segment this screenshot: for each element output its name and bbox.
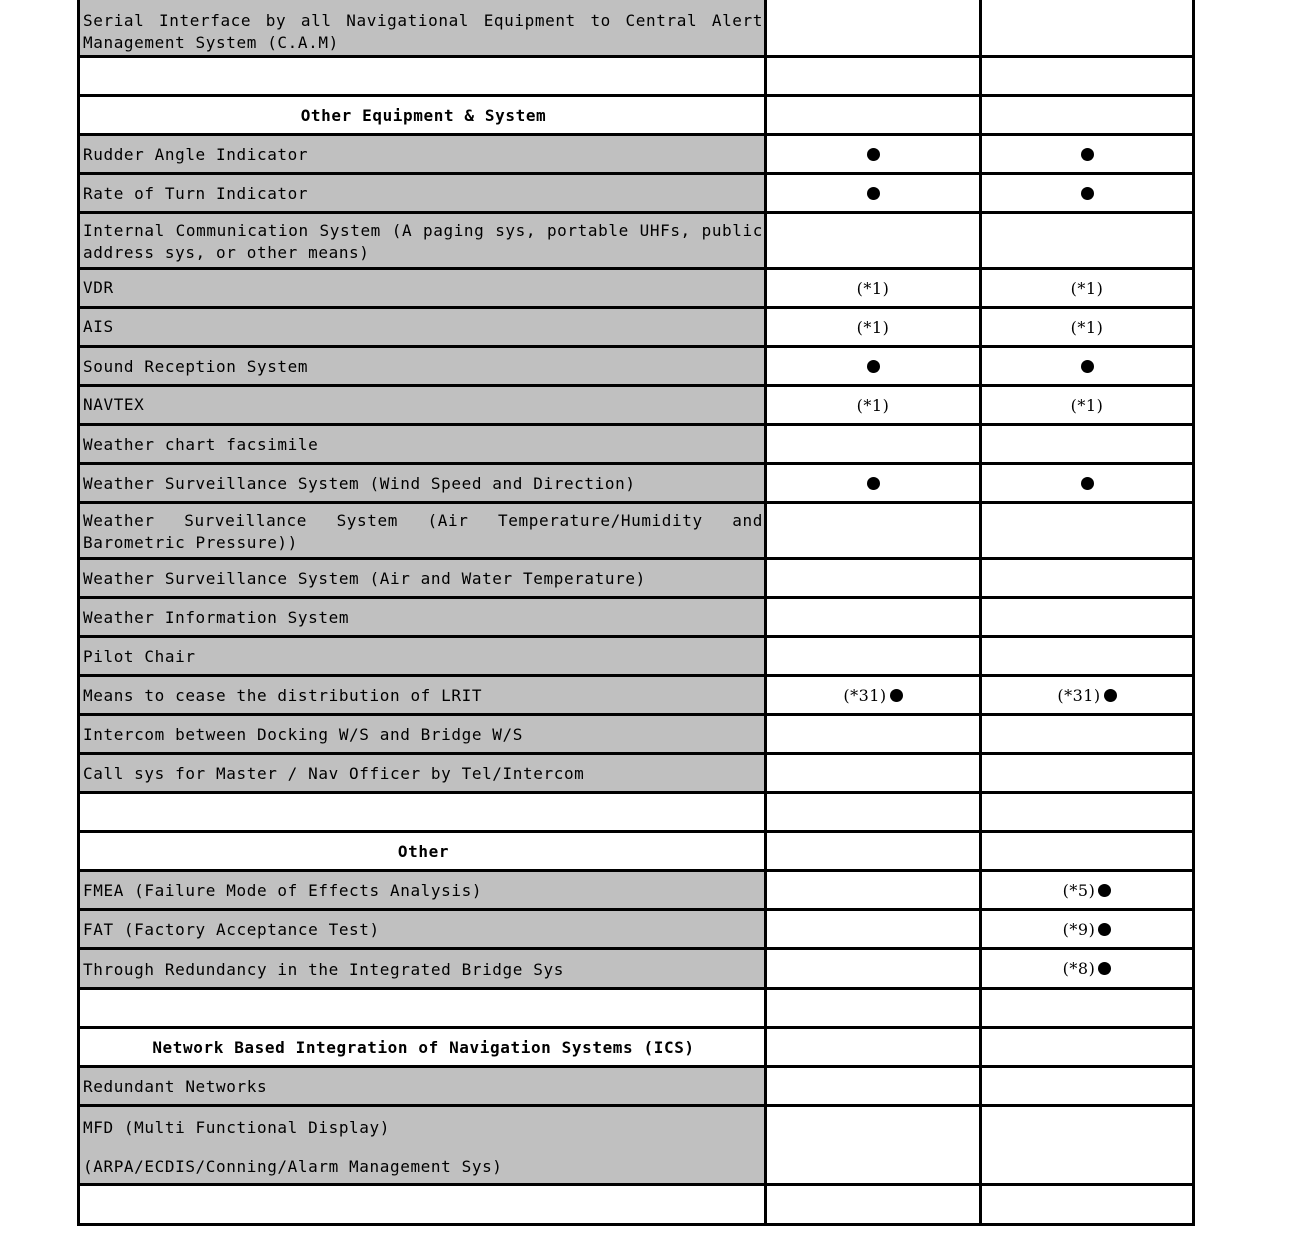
filled-dot-icon	[1081, 477, 1094, 490]
section-header-row	[80, 97, 1192, 136]
col3-cell	[982, 426, 1192, 462]
col2-cell	[767, 1029, 982, 1065]
row-label: Redundant Networks	[83, 1077, 268, 1096]
table-row	[80, 175, 1192, 214]
filled-dot-icon	[1081, 187, 1094, 200]
row-label: Intercom between Docking W/S and Bridge W/S	[83, 725, 524, 744]
col3-cell	[982, 755, 1192, 791]
row-label-cell	[80, 175, 767, 211]
row-label: Sound Reception System	[83, 357, 309, 376]
col3-cell	[982, 465, 1192, 501]
table-row	[80, 911, 1192, 950]
table-row	[80, 950, 1192, 990]
col3-cell	[982, 214, 1192, 267]
row-label: Serial Interface by all Navigational Equipment to Central Alert Management System (C.A.M)	[83, 11, 774, 52]
empty-cell	[80, 794, 767, 830]
row-label: Through Redundancy in the Integrated Bridge Sys	[83, 959, 564, 979]
col2-cell	[767, 504, 982, 557]
row-label-cell	[80, 716, 767, 752]
row-label-cell	[80, 911, 767, 947]
row-label: Pilot Chair	[83, 647, 196, 666]
col2-cell	[767, 387, 982, 423]
col2-cell	[767, 136, 982, 172]
row-label-cell	[80, 136, 767, 172]
row-label-cell	[80, 638, 767, 674]
col2-cell	[767, 465, 982, 501]
empty-cell	[767, 990, 982, 1026]
note-ref: (*9)	[1062, 919, 1096, 939]
col2-cell	[767, 214, 982, 267]
empty-cell	[767, 1186, 982, 1223]
note-ref: (*5)	[1062, 880, 1096, 900]
row-label: Weather Surveillance System (Air and Water Temperature)	[83, 569, 646, 588]
row-label-cell	[80, 387, 767, 423]
row-label: Call sys for Master / Nav Officer by Tel/Intercom	[83, 764, 585, 783]
empty-cell	[80, 1186, 767, 1223]
row-label-cell	[80, 214, 774, 267]
filled-dot-icon	[867, 477, 880, 490]
row-label-cell	[80, 872, 767, 908]
empty-cell	[80, 58, 767, 94]
requirements-table	[77, 0, 1195, 1226]
col3-cell	[982, 97, 1192, 133]
note-ref: (*31)	[843, 685, 887, 705]
row-label: Weather Surveillance System (Air Temperature/Humidity and Barometric Pressure))	[83, 511, 774, 552]
table-row	[80, 716, 1192, 755]
col2-cell	[767, 833, 982, 869]
row-label: Weather Information System	[83, 608, 350, 627]
col3-cell	[982, 599, 1192, 635]
row-label-cell	[80, 677, 767, 713]
col2-cell	[767, 270, 982, 306]
row-label-cell	[80, 348, 767, 384]
empty-cell	[982, 1186, 1192, 1223]
note-ref: (*1)	[856, 395, 890, 415]
empty-row	[80, 58, 1192, 97]
table-row	[80, 1068, 1192, 1107]
filled-dot-icon	[1098, 923, 1111, 936]
col3-cell	[982, 136, 1192, 172]
row-label-cell	[80, 1107, 767, 1183]
col2-cell	[767, 911, 982, 947]
col3-cell	[982, 833, 1192, 869]
filled-dot-icon	[1098, 884, 1111, 897]
note-ref: (*8)	[1062, 959, 1096, 978]
filled-dot-icon	[867, 148, 880, 161]
note-ref: (*31)	[1057, 685, 1101, 705]
col2-cell	[767, 950, 982, 987]
table-row	[80, 270, 1192, 309]
note-ref: (*1)	[1070, 278, 1104, 298]
empty-cell	[767, 58, 982, 94]
table-row	[80, 755, 1192, 794]
col2-cell	[767, 638, 982, 674]
row-label-cell	[80, 599, 767, 635]
section-header-cell	[80, 97, 767, 133]
table-row	[80, 309, 1192, 348]
col2-cell	[767, 97, 982, 133]
col2-cell	[767, 309, 982, 345]
empty-cell	[80, 990, 767, 1026]
col3-cell	[982, 1029, 1192, 1065]
table-row	[80, 677, 1192, 716]
table-row	[80, 348, 1192, 387]
filled-dot-icon	[890, 689, 903, 702]
table-row	[80, 638, 1192, 677]
table-row	[80, 872, 1192, 911]
filled-dot-icon	[1081, 148, 1094, 161]
col3-cell	[982, 175, 1192, 211]
table-row	[80, 599, 1192, 638]
col3-cell	[982, 1107, 1192, 1183]
col3-cell	[982, 270, 1192, 306]
empty-row	[80, 990, 1192, 1029]
row-label: FAT (Factory Acceptance Test)	[83, 920, 380, 939]
col2-cell	[767, 677, 982, 713]
col2-cell	[767, 755, 982, 791]
section-header-row	[80, 833, 1192, 872]
filled-dot-icon	[1081, 360, 1094, 373]
col3-cell	[982, 872, 1192, 908]
col3-cell	[982, 716, 1192, 752]
col3-cell	[982, 950, 1192, 987]
empty-row	[80, 794, 1192, 833]
col3-cell	[982, 911, 1192, 947]
filled-dot-icon	[1104, 689, 1117, 702]
section-header-cell	[80, 1029, 767, 1065]
row-label-cell	[80, 560, 767, 596]
section-header: Other	[397, 842, 450, 861]
note-ref: (*1)	[1070, 317, 1104, 337]
row-label: Means to cease the distribution of LRIT	[83, 686, 483, 705]
empty-cell	[982, 990, 1192, 1026]
row-label-cell	[80, 309, 767, 345]
table-row	[80, 136, 1192, 175]
table-row	[80, 504, 1192, 560]
table-row	[80, 560, 1192, 599]
empty-cell	[982, 58, 1192, 94]
col3-cell	[982, 638, 1192, 674]
row-label-cell	[80, 426, 767, 462]
col3-cell	[982, 0, 1192, 55]
col2-cell	[767, 872, 982, 908]
col2-cell	[767, 175, 982, 211]
filled-dot-icon	[1098, 962, 1111, 975]
row-label-cell	[80, 755, 767, 791]
row-label-cell	[80, 270, 767, 306]
row-label-cell	[80, 504, 774, 557]
filled-dot-icon	[867, 187, 880, 200]
row-label: Rate of Turn Indicator	[83, 184, 309, 203]
row-label-continuation: (ARPA/ECDIS/Conning/Alarm Management Sys)	[83, 1157, 503, 1176]
col3-cell	[982, 309, 1192, 345]
table-row	[80, 0, 1192, 58]
row-label-cell	[80, 465, 767, 501]
empty-row	[80, 1186, 1192, 1223]
note-ref: (*1)	[856, 278, 890, 298]
table-row	[80, 214, 1192, 270]
col3-cell	[982, 1068, 1192, 1104]
row-label-cell	[80, 1068, 767, 1104]
section-header-cell	[80, 833, 767, 869]
col2-cell	[767, 599, 982, 635]
col2-cell	[767, 0, 982, 55]
row-label: NAVTEX	[83, 395, 145, 414]
col3-cell	[982, 504, 1192, 557]
col3-cell	[982, 560, 1192, 596]
row-label: Weather chart facsimile	[83, 435, 319, 454]
col2-cell	[767, 1068, 982, 1104]
note-ref: (*1)	[1070, 395, 1104, 415]
row-label: AIS	[83, 317, 114, 336]
section-header: Network Based Integration of Navigation Systems (ICS)	[152, 1038, 695, 1057]
row-label: MFD (Multi Functional Display)	[83, 1118, 390, 1137]
empty-cell	[982, 794, 1192, 830]
filled-dot-icon	[867, 360, 880, 373]
col2-cell	[767, 1107, 982, 1183]
col2-cell	[767, 426, 982, 462]
row-label: Weather Surveillance System (Wind Speed and Direction)	[83, 474, 636, 493]
table-row	[80, 465, 1192, 504]
table-row	[80, 1107, 1192, 1186]
col3-cell	[982, 677, 1192, 713]
row-label-cell	[80, 950, 767, 987]
col3-cell	[982, 348, 1192, 384]
table-row	[80, 387, 1192, 426]
col2-cell	[767, 348, 982, 384]
row-label: Internal Communication System (A paging sys, portable UHFs, public address sys, or other means)	[83, 221, 774, 262]
empty-cell	[767, 794, 982, 830]
note-ref: (*1)	[856, 317, 890, 337]
section-header-row	[80, 1029, 1192, 1068]
col2-cell	[767, 716, 982, 752]
row-label: FMEA (Failure Mode of Effects Analysis)	[83, 881, 483, 900]
section-header: Other Equipment & System	[300, 106, 547, 125]
row-label: VDR	[83, 278, 114, 297]
col2-cell	[767, 560, 982, 596]
table-row	[80, 426, 1192, 465]
col3-cell	[982, 387, 1192, 423]
row-label: Rudder Angle Indicator	[83, 145, 309, 164]
row-label-cell	[80, 0, 774, 55]
